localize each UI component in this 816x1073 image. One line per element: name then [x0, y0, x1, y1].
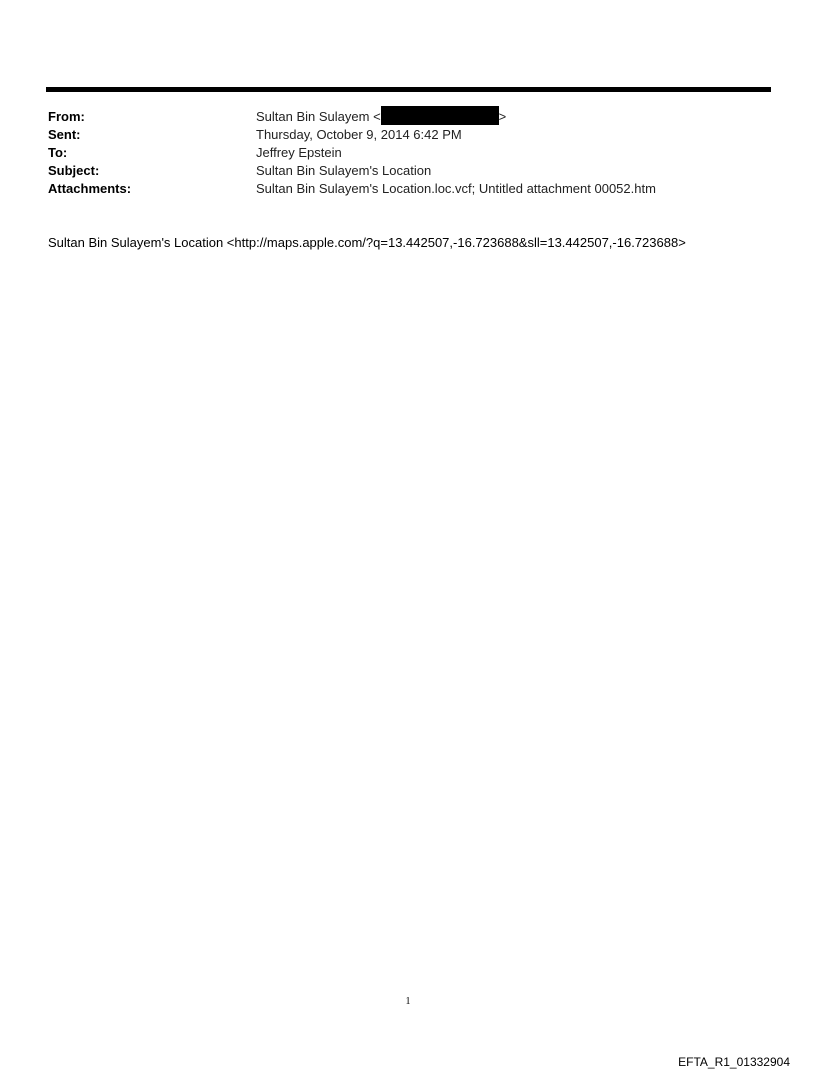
email-body-text: Sultan Bin Sulayem's Location <http://maps.apple.com/?q=13.442507,-16.723688&sll=13.442507,-16.723688>: [48, 235, 686, 250]
to-value: Jeffrey Epstein: [256, 145, 342, 160]
redaction-box: [381, 106, 499, 125]
attachments-label: Attachments:: [48, 181, 132, 196]
attachments-value: Sultan Bin Sulayem's Location.loc.vcf; Untitled attachment 00052.htm: [256, 181, 656, 196]
from-close-bracket: >: [498, 109, 507, 124]
subject-label: Subject:: [48, 163, 100, 178]
from-value: [256, 108, 506, 126]
subject-row: [48, 162, 768, 180]
from-name: Sultan Bin Sulayem <: [256, 109, 381, 124]
from-row: [48, 108, 768, 126]
subject-value: Sultan Bin Sulayem's Location: [256, 163, 432, 178]
bates-number: EFTA_R1_01332904: [678, 1055, 790, 1069]
to-label: To:: [48, 145, 68, 160]
to-row: [48, 144, 768, 162]
header-divider-rule: [46, 87, 771, 92]
sent-row: [48, 126, 768, 144]
sent-value: Thursday, October 9, 2014 6:42 PM: [256, 127, 462, 142]
from-label: From:: [48, 109, 85, 124]
page-number: 1: [405, 996, 411, 1007]
sent-label: Sent:: [48, 127, 81, 142]
attachments-row: [48, 180, 768, 198]
email-header-block: [48, 108, 768, 198]
